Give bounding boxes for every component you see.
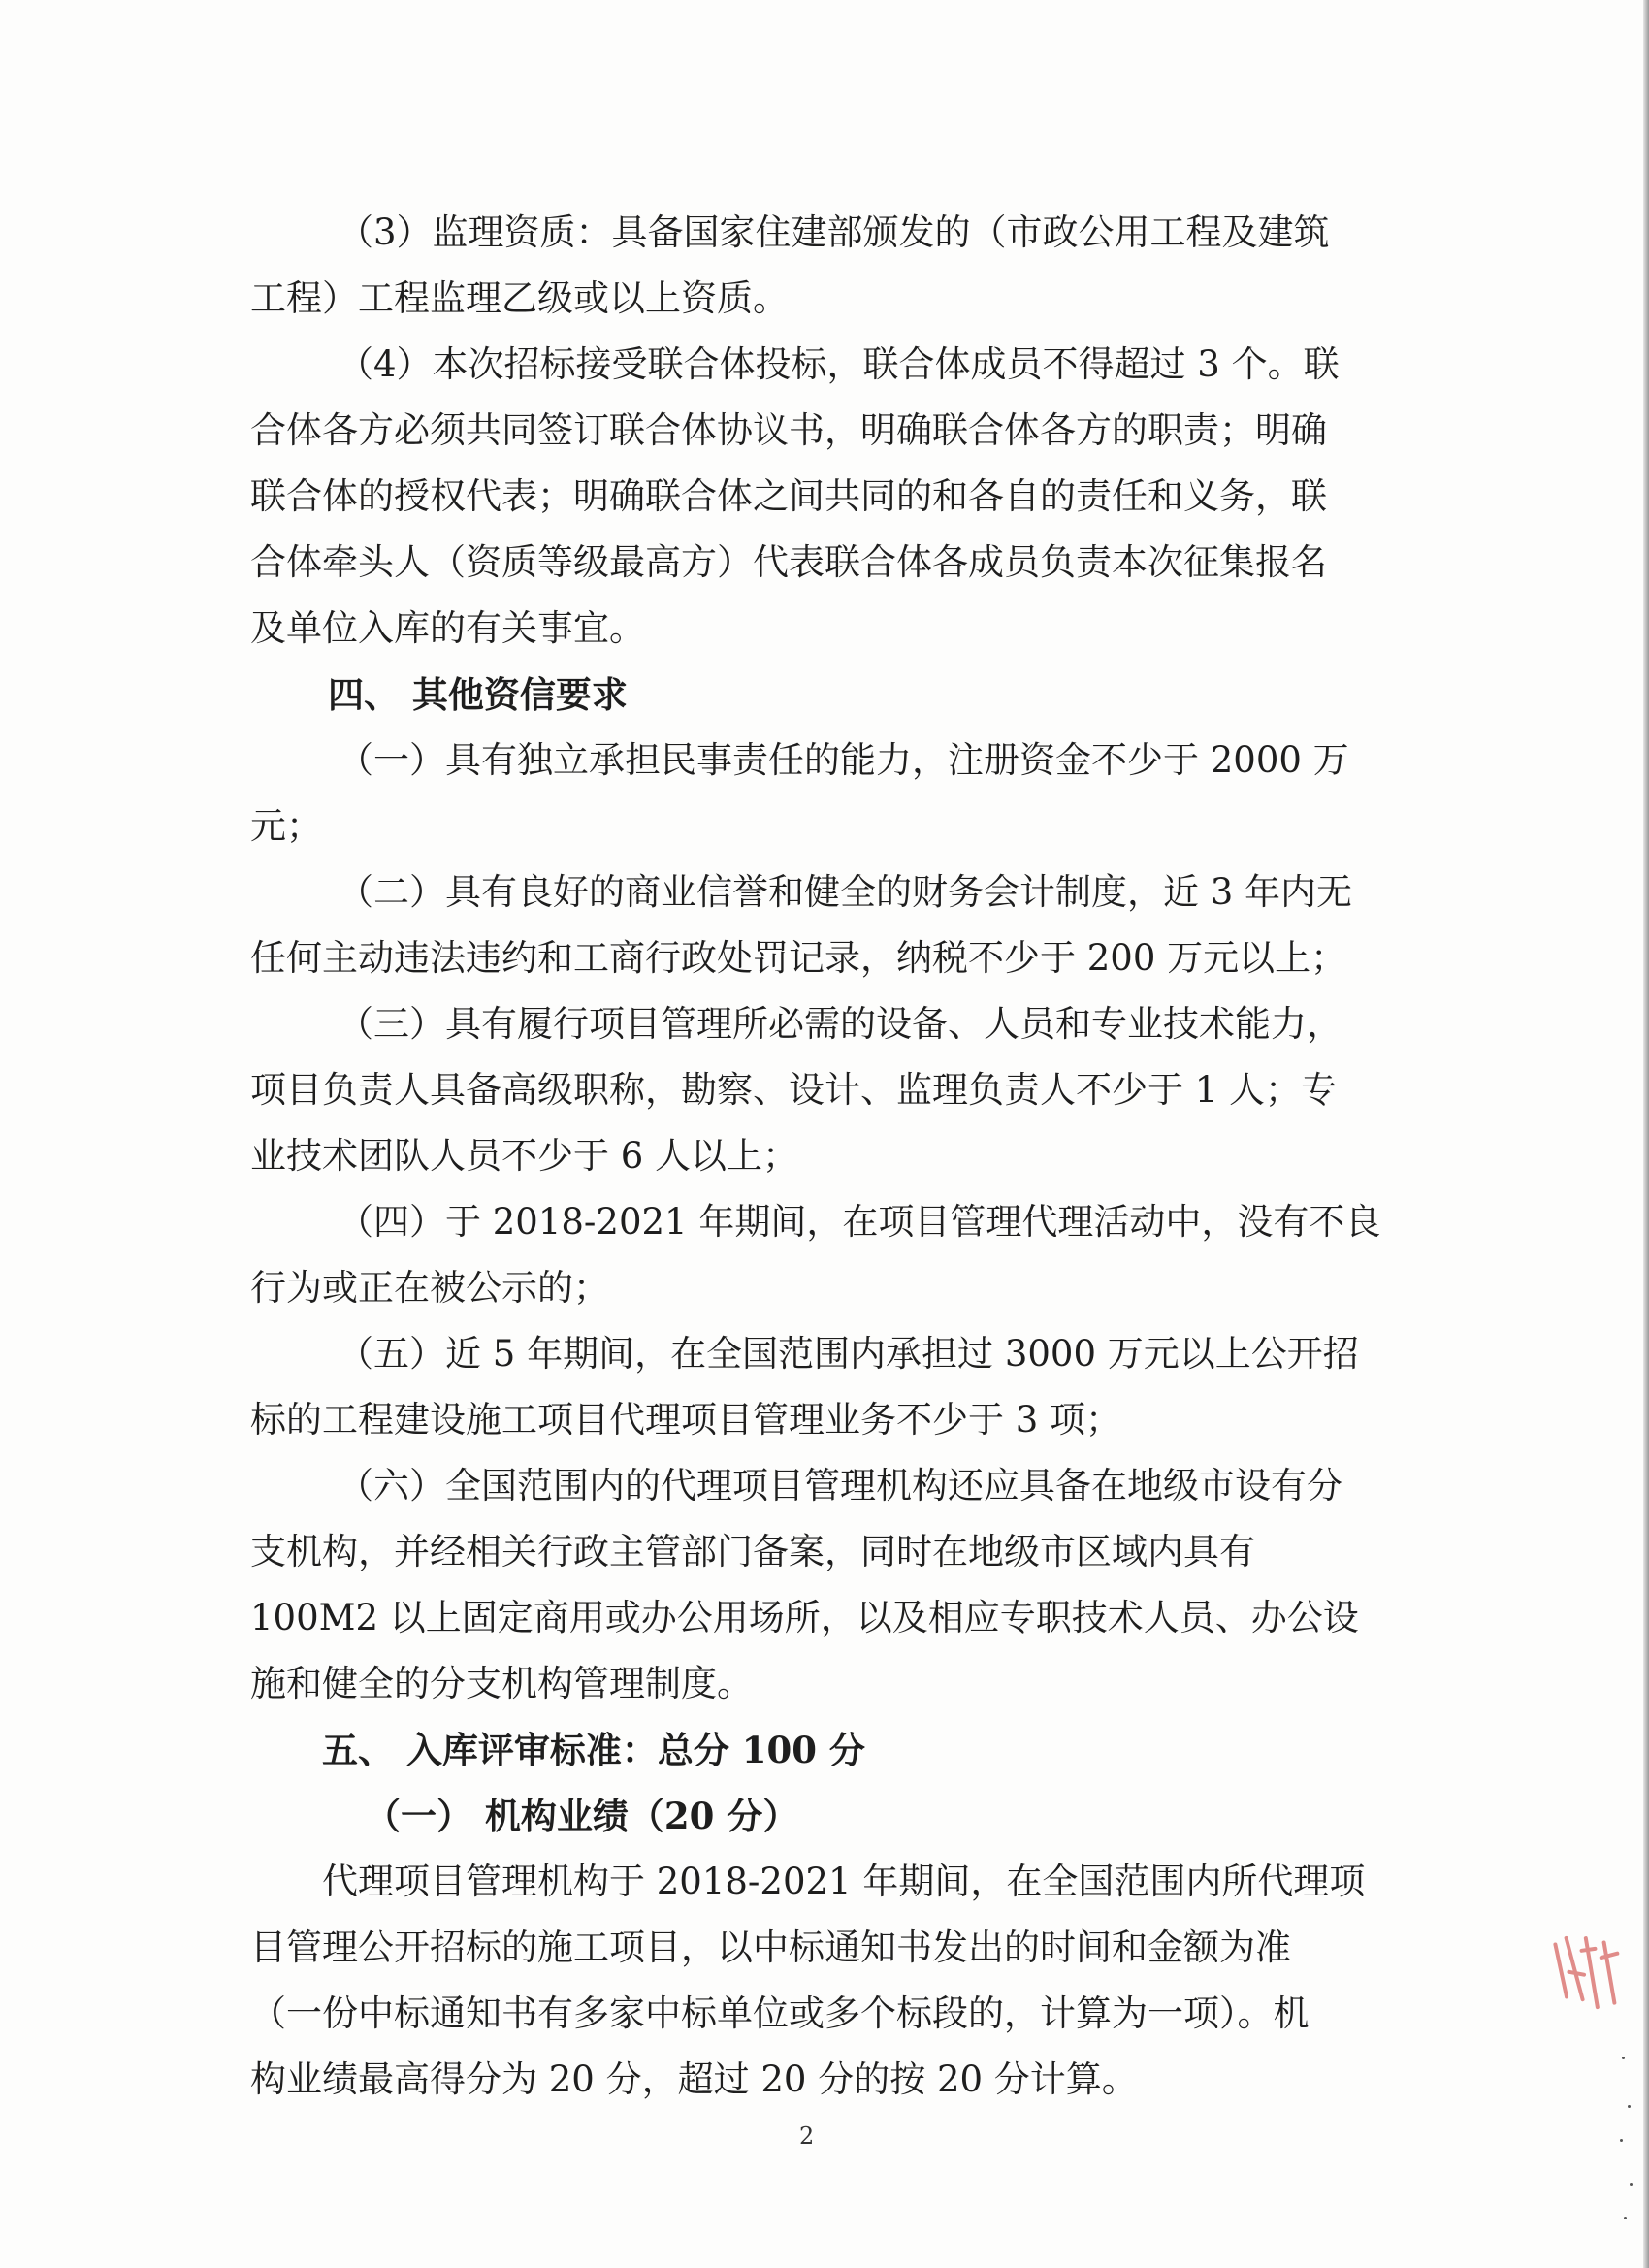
- paragraph-line: 行为或正在被公示的；: [250, 1267, 609, 1309]
- page-number: 2: [799, 2122, 815, 2150]
- paragraph-line: 构业绩最高得分为 20 分，超过 20 分的按 20 分计算。: [250, 2058, 1138, 2100]
- paragraph-line: （二）具有良好的商业信誉和健全的财务会计制度，近 3 年内无: [338, 871, 1353, 913]
- paragraph-line: 100M2 以上固定商用或办公用场所，以及相应专职技术人员、办公设: [250, 1597, 1359, 1638]
- paragraph-line: 联合体的授权代表；明确联合体之间共同的和各自的责任和义务，联: [250, 475, 1327, 517]
- paragraph-line: （4）本次招标接受联合体投标，联合体成员不得超过 3 个。联: [338, 343, 1340, 385]
- paragraph-line: 目管理公开招标的施工项目，以中标通知书发出的时间和金额为准: [250, 1927, 1291, 1968]
- paragraph-line: 合体各方必须共同签订联合体协议书，明确联合体各方的职责；明确: [250, 409, 1327, 451]
- paragraph-line: 业技术团队人员不少于 6 人以上；: [250, 1135, 799, 1177]
- subsection-heading: （一） 机构业绩（20 分）: [365, 1795, 799, 1837]
- paragraph-line: （五）近 5 年期间，在全国范围内承担过 3000 万元以上公开招: [338, 1333, 1359, 1375]
- paragraph-line: 施和健全的分支机构管理制度。: [250, 1663, 753, 1704]
- paragraph-line: （一份中标通知书有多家中标单位或多个标段的，计算为一项）。机: [250, 1993, 1310, 2034]
- paragraph-line: 代理项目管理机构于 2018-2021 年期间，在全国范围内所代理项: [322, 1861, 1366, 1902]
- paragraph-line: （六）全国范围内的代理项目管理机构还应具备在地级市设有分: [338, 1465, 1342, 1507]
- scan-edge: [1643, 0, 1649, 2268]
- paragraph-line: （三）具有履行项目管理所必需的设备、人员和专业技术能力，: [338, 1003, 1342, 1045]
- paragraph-line: 合体牵头人（资质等级最高方）代表联合体各成员负责本次征集报名: [250, 541, 1327, 583]
- section-heading: 五、 入库评审标准：总分 100 分: [322, 1729, 865, 1771]
- red-seal-fragment: [1543, 1916, 1635, 2032]
- paragraph-line: （3）监理资质：具备国家住建部颁发的（市政公用工程及建筑: [338, 211, 1330, 253]
- paragraph-line: 工程）工程监理乙级或以上资质。: [250, 277, 789, 319]
- scan-specks: [1618, 2047, 1637, 2241]
- section-heading: 四、 其他资信要求: [328, 673, 628, 716]
- paragraph-line: （四）于 2018-2021 年期间，在项目管理代理活动中，没有不良: [338, 1201, 1381, 1243]
- paragraph-line: 任何主动违法违约和工商行政处罚记录，纳税不少于 200 万元以上；: [250, 937, 1347, 979]
- paragraph-line: （一）具有独立承担民事责任的能力，注册资金不少于 2000 万: [338, 739, 1349, 781]
- paragraph-line: 项目负责人具备高级职称，勘察、设计、监理负责人不少于 1 人；专: [250, 1069, 1338, 1111]
- seal-mark: [1543, 1916, 1635, 2032]
- paragraph-line: 元；: [250, 805, 322, 847]
- paragraph-line: 支机构，并经相关行政主管部门备案，同时在地级市区域内具有: [250, 1531, 1255, 1572]
- paragraph-line: 标的工程建设施工项目代理项目管理业务不少于 3 项；: [250, 1399, 1122, 1441]
- paragraph-line: 及单位入库的有关事宜。: [250, 607, 645, 649]
